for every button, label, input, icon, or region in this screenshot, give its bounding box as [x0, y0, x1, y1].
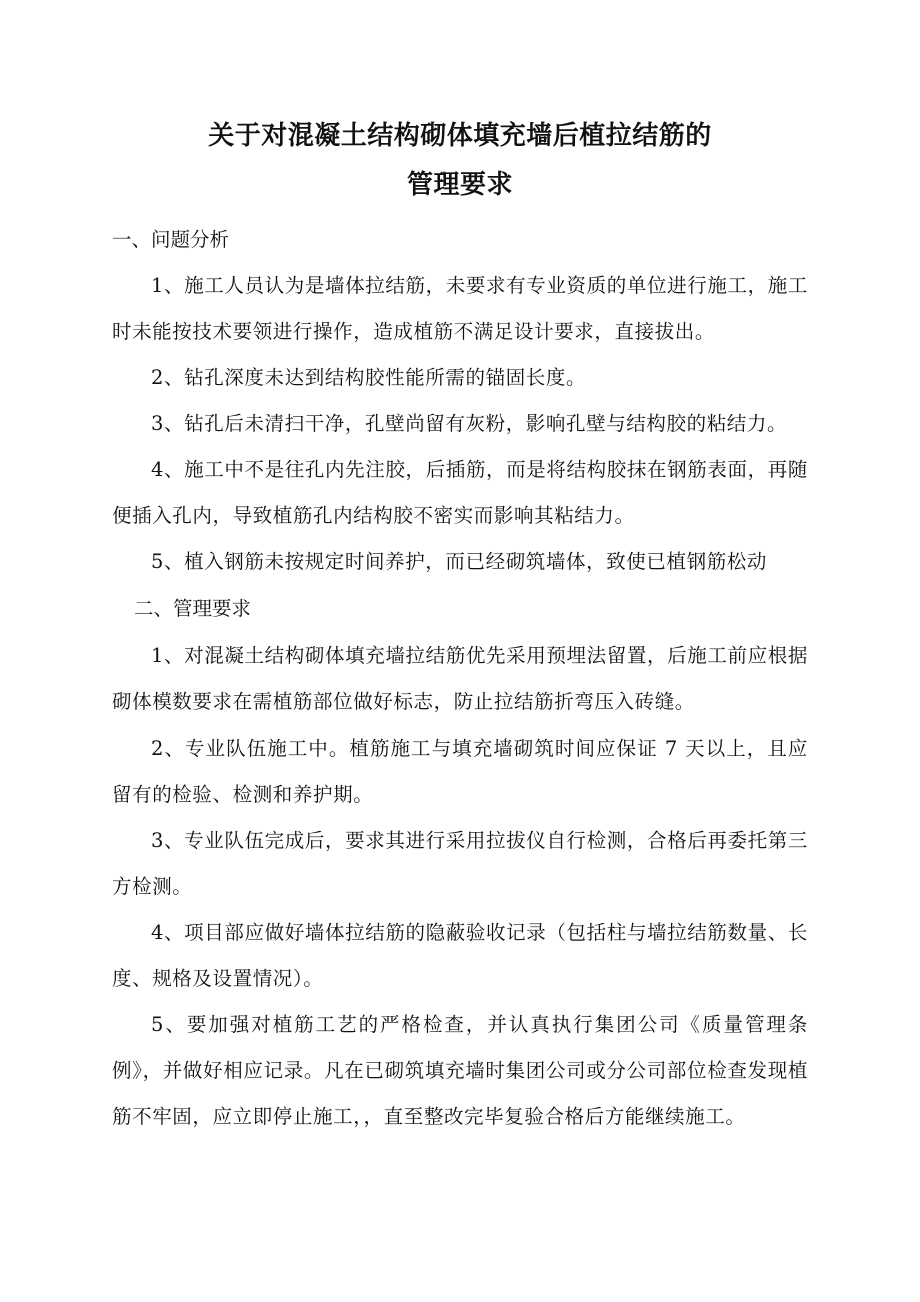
document-title-line-1: 关于对混凝土结构砌体填充墙后植拉结筋的 — [208, 121, 712, 151]
section-2-item-1: 1、对混凝土结构砌体填充墙拉结筋优先采用预埋法留置，后施工前应根据砌体模数要求在需植筋部位做好标志，防止拉结筋折弯压入砖缝。 — [112, 644, 808, 713]
section-1-item-2: 2、钻孔深度未达到结构胶性能所需的锚固长度。 — [151, 366, 587, 389]
section-1-item-4: 4、施工中不是往孔内先注胶，后插筋，而是将结构胶抹在钢筋表面，再随便插入孔内，导致植筋孔内结构胶不密实而影响其粘结力。 — [112, 458, 808, 527]
section-2-item-5: 5、要加强对植筋工艺的严格检查，并认真执行集团公司《质量管理条例》，并做好相应记录。凡在已砌筑填充墙时集团公司或分公司部位检查发现植筋不牢固，应立即停止施工，，直至整改完毕复验合格后方能继续施工。 — [112, 1013, 808, 1128]
section-1-item-5: 5、植入钢筋未按规定时间养护，而已经砌筑墙体，致使已植钢筋松动 — [151, 550, 768, 573]
section-2-item-3: 3、专业队伍完成后，要求其进行采用拉拔仪自行检测，合格后再委托第三方检测。 — [112, 829, 808, 898]
document-title-line-2: 管理要求 — [406, 170, 513, 200]
section-1-item-1: 1、施工人员认为是墙体拉结筋，未要求有专业资质的单位进行施工，施工时未能按技术要领进行操作，造成植筋不满足设计要求，直接拔出。 — [112, 274, 808, 343]
section-2-item-2: 2、专业队伍施工中。植筋施工与填充墙砌筑时间应保证 7 天以上，且应留有的检验、检测和养护期。 — [112, 737, 808, 806]
section-2-heading: 二、管理要求 — [134, 597, 252, 620]
section-2-item-4: 4、项目部应做好墙体拉结筋的隐蔽验收记录（包括柱与墙拉结筋数量、长度、规格及设置情况）。 — [112, 921, 808, 990]
section-1-heading: 一、问题分析 — [112, 228, 230, 251]
section-1-item-3: 3、钻孔后未清扫干净，孔壁尚留有灰粉，影响孔壁与结构胶的粘结力。 — [151, 412, 788, 435]
